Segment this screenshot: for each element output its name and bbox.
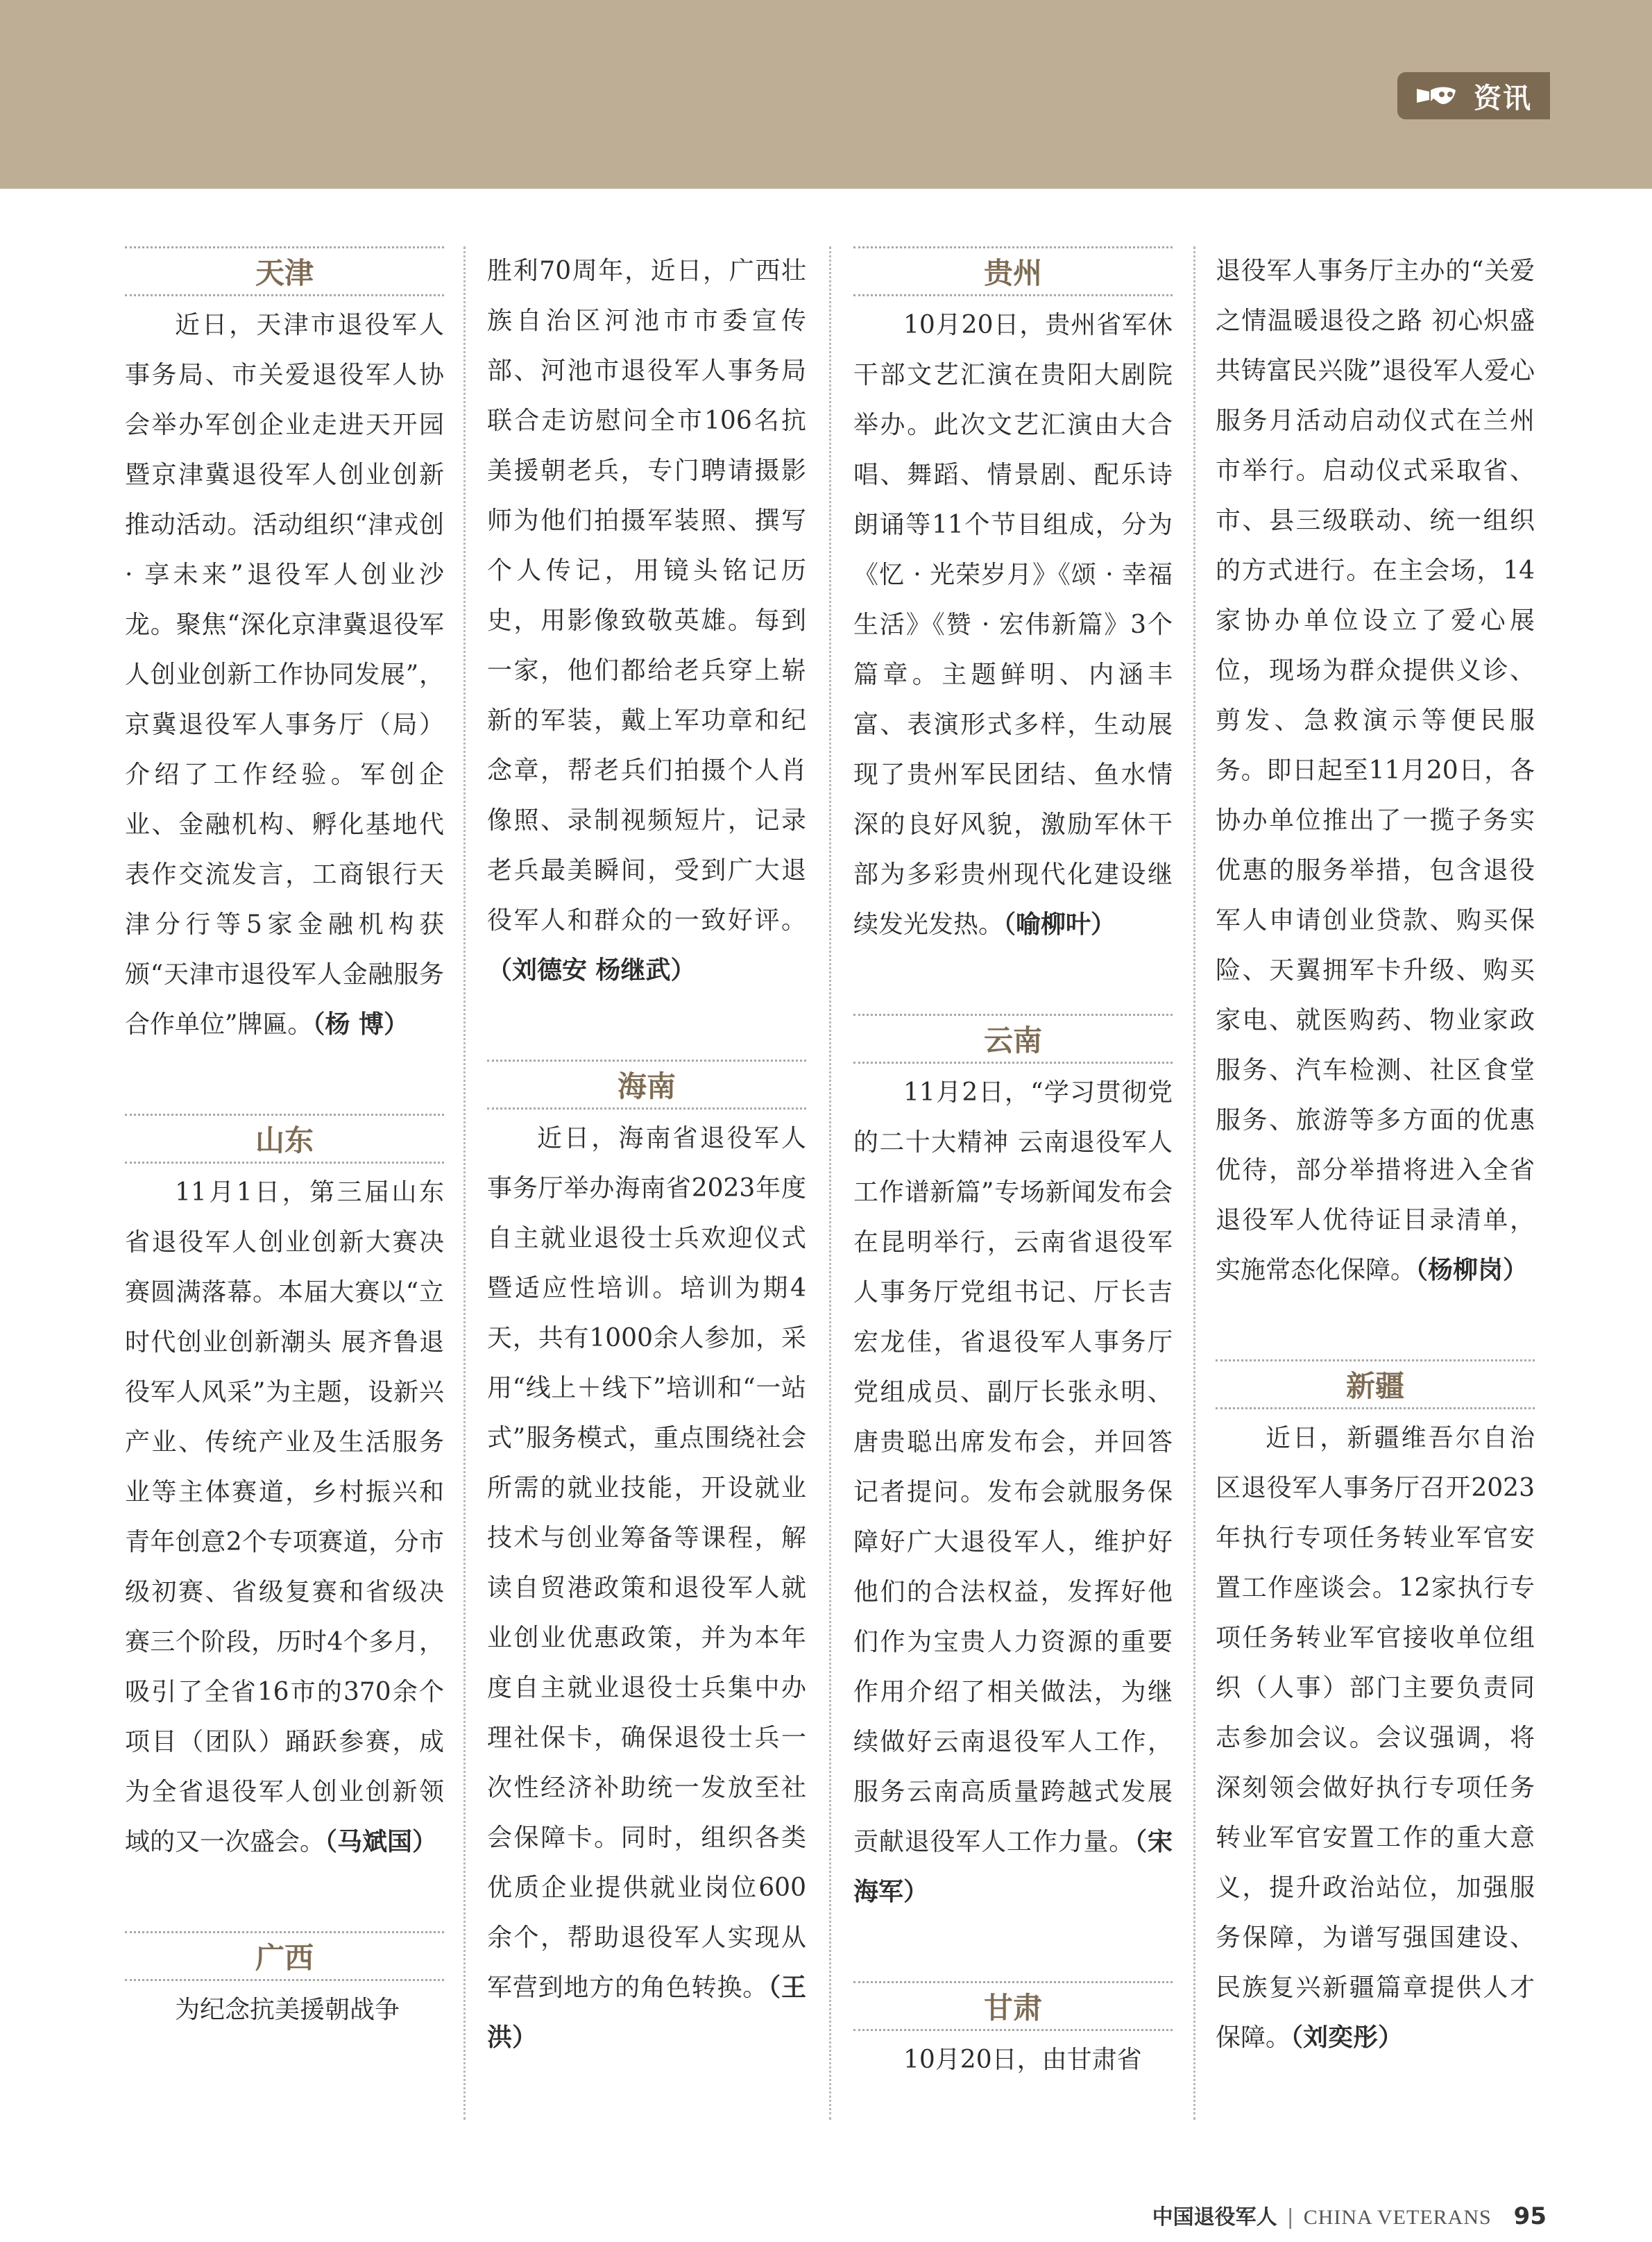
article-body: 胜利70周年，近日，广西壮族自治区河池市市委宣传部、河池市退役军人事务局联合走访慰问全市106名抗美援朝老兵，专门聘请摄影师为他们拍摄军装照、撰写个人传记，用镜头铭记历史，用影像致敬英雄。每到一家，他们都给老兵穿上崭新的军装，戴上军功章和纪念章，帮老兵们拍摄个人肖像照、录制视频短片，记录老兵最美瞬间，受到广大退役军人和群众的一致好评。（刘德安 杨继武）	[487, 257, 806, 985]
article-body: 退役军人事务厅主办的“关爱之情温暖退役之路 初心炽盛共铸富民兴陇”退役军人爱心服务月活动启动仪式在兰州市举行。启动仪式采取省、市、县三级联动、统一组织的方式进行。在主会场，14家协办单位设立了爱心展位，现场为群众提供义诊、剪发、急救演示等便民服务。即日起至11月20日，各协办单位推出了一揽子务实优惠的服务举措，包含退役军人申请创业贷款、购买保险、天翼拥军卡升级、购买家电、就医购药、物业家政服务、汽车检测、社区食堂服务、旅游等多方面的优惠优待，部分举措将进入全省退役军人优待证目录清单，实施常态化保障。（杨柳岗）	[1216, 257, 1535, 1284]
article-gansu	[853, 1981, 1173, 2085]
section-label: 资讯	[1474, 82, 1532, 114]
article-author: （杨柳岗）	[1415, 1256, 1528, 1284]
article-body: 11月2日，“学习贯彻党的二十大精神 云南退役军人工作谱新篇”专场新闻发布会在昆明举行，云南省退役军人事务厅党组书记、厅长吉宏龙佳，省退役军人事务厅党组成员、副厅长张永明、唐贵聪出席发布会，并回答记者提问。发布会就服务保障好广大退役军人，维护好他们的合法权益，发挥好他们作为宝贵人力资源的重要作用介绍了相关做法，为继续做好云南退役军人工作，服务云南高质量跨越式发展贡献退役军人工作力量。（宋海军）	[853, 1078, 1173, 1906]
article-body: 近日，天津市退役军人事务局、市关爱退役军人协会举办军创企业走进天开园暨京津冀退役军人创业创新推动活动。活动组织“津戎创 · 享未来”退役军人创业沙龙。聚焦“深化京津冀退役军人创业创新工作协同发展”，京冀退役军人事务厅（局）介绍了工作经验。军创企业、金融机构、孵化基地代表作交流发言，工商银行天津分行等5家金融机构获颁“天津市退役军人金融服务合作单位”牌匾。（杨 博）	[125, 311, 444, 1039]
magazine-name-en: CHINA VETERANS	[1303, 2206, 1492, 2229]
column-divider	[463, 246, 466, 2120]
article-guangxi	[125, 1931, 444, 2035]
article-title: 贵州	[853, 246, 1173, 296]
article-author: （刘德安 杨继武）	[487, 956, 696, 985]
article-body: 10月20日，由甘肃省	[903, 2046, 1142, 2074]
article-gansu-continued	[1216, 246, 1535, 1296]
article-title: 天津	[125, 246, 444, 296]
article-guangxi-continued	[487, 246, 806, 996]
article-body: 近日，新疆维吾尔自治区退役军人事务厅召开2023年执行专项任务转业军官安置工作座谈会。12家执行专项任务转业军官接收单位组织（人事）部门主要负责同志参加会议。会议强调，将深刻领会做好执行专项任务转业军官安置工作的重大意义，提升政治站位，加强服务保障，为谱写强国建设、民族复兴新疆篇章提供人才保障。（刘奕彤）	[1216, 1424, 1535, 2052]
horn-mask-icon	[1414, 82, 1458, 110]
article-body: 10月20日，贵州省军休干部文艺汇演在贵阳大剧院举办。此次文艺汇演由大合唱、舞蹈、情景剧、配乐诗朗诵等11个节目组成，分为《忆 · 光荣岁月》《颂 · 幸福生活》《赞 · 宏伟新篇》3个篇章。主题鲜明、内涵丰富、表演形式多样，生动展现了贵州军民团结、鱼水情深的良好风貌，激励军休干部为多彩贵州现代化建设继续发光发热。（喻柳叶）	[853, 311, 1173, 939]
page-number: 95	[1513, 2202, 1547, 2230]
article-author: （喻柳叶）	[1003, 910, 1116, 939]
column-divider	[829, 246, 831, 2120]
article-author: （刘奕彤）	[1291, 2023, 1404, 2052]
article-body: 11月1日，第三届山东省退役军人创业创新大赛决赛圆满落幕。本届大赛以“立时代创业创新潮头 展齐鲁退役军人风采”为主题，设新兴产业、传统产业及生活服务业等主体赛道，乡村振兴和青年创意2个专项赛道，分市级初赛、省级复赛和省级决赛三个阶段，历时4个多月，吸引了全省16市的370余个项目（团队）踊跃参赛，成为全省退役军人创业创新领域的又一次盛会。（马斌国）	[125, 1178, 444, 1856]
article-hainan	[487, 1060, 806, 2063]
article-title: 山东	[125, 1114, 444, 1164]
page-footer	[1152, 2200, 1547, 2230]
magazine-name-cn: 中国退役军人	[1152, 2205, 1277, 2230]
article-author: （马斌国）	[325, 1828, 438, 1856]
column-4	[1216, 246, 1535, 2127]
article-author: （杨 博）	[312, 1010, 409, 1039]
article-xinjiang	[1216, 1359, 1535, 2063]
article-body: 为纪念抗美援朝战争	[175, 1996, 400, 2024]
article-title: 甘肃	[853, 1981, 1173, 2031]
article-body: 近日，海南省退役军人事务厅举办海南省2023年度自主就业退役士兵欢迎仪式暨适应性培训。培训为期4天，共有1000余人参加，采用“线上＋线下”培训和“一站式”服务模式，重点围绕社会所需的就业技能，开设就业技术与创业筹备等课程，解读自贸港政策和退役军人就业创业优惠政策，并为本年度自主就业退役士兵集中办理社保卡，确保退役士兵一次性经济补助统一发放至社会保障卡。同时，组织各类优质企业提供就业岗位600余个，帮助退役军人实现从军营到地方的角色转换。（王 洪）	[487, 1124, 806, 2052]
column-2	[487, 246, 806, 2127]
column-3	[853, 246, 1173, 2085]
article-yunnan	[853, 1014, 1173, 1917]
article-author: （宋海军）	[853, 1828, 1173, 1906]
column-divider	[1193, 246, 1195, 2120]
section-tab	[1397, 72, 1550, 119]
article-title: 广西	[125, 1931, 444, 1981]
article-title: 新疆	[1216, 1359, 1535, 1409]
article-author: （王 洪）	[487, 1973, 806, 2052]
article-tianjin	[125, 246, 444, 1050]
article-title: 海南	[487, 1060, 806, 1110]
article-shandong	[125, 1114, 444, 1867]
footer-separator: |	[1286, 2205, 1294, 2230]
article-title: 云南	[853, 1014, 1173, 1064]
article-guizhou	[853, 246, 1173, 950]
column-1	[125, 246, 444, 2035]
